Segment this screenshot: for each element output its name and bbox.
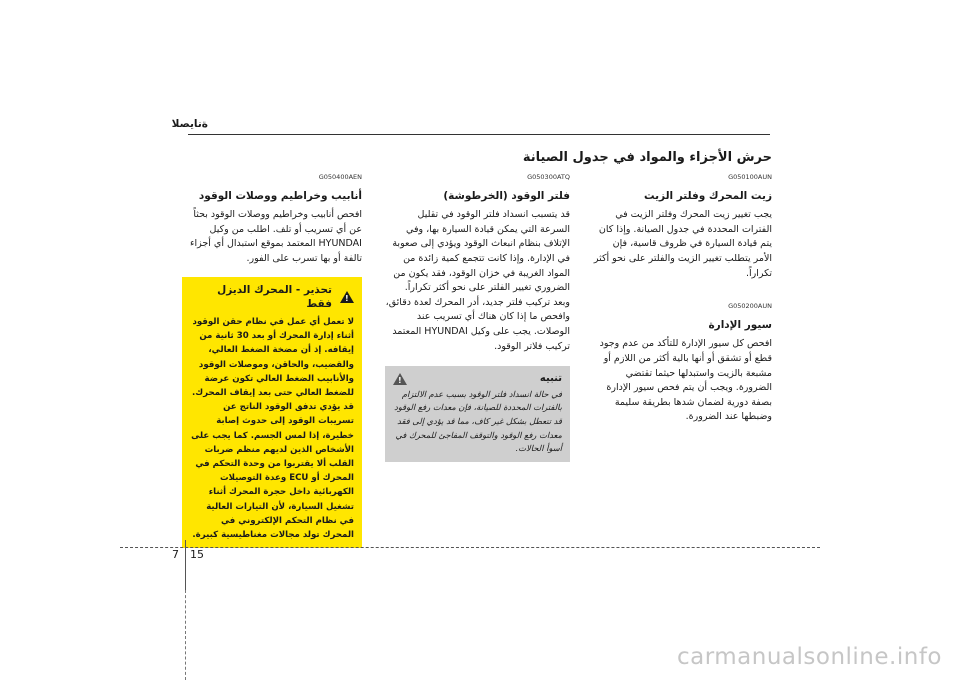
section-code: G050400AEN <box>318 173 362 181</box>
caution-triangle-icon <box>393 373 407 385</box>
section-text-fuel-filter: قد يتسبب انسداد فلتر الوقود في تقليل السرعة التي يمكن قيادة السيارة بها، وفي الإتلاف بنظام انبعاث الوقود ويؤدي إلى صعوبة في الإدارة. وإذا كانت تتجمع كمية زائدة من المواد الغريبة في خزان الوقود، فقد يكون من الضروري تغيير الفلتر على نحو أكثر تكراراً. وبعد تركيب فلتر جديد، أدر المحرك لعدة دقائق، وافحص ما إذا كان هناك أي تسريب عند الوصلات. يجب على وكيل HYUNDAI المعتمد تركيب فلاتر الوقود. <box>385 209 570 352</box>
warning-title: تحذير - المحرك الديزل فقط <box>217 283 332 310</box>
section-text-fuel-lines: افحص أنابيب وخراطيم ووصلات الوقود بحثاً عن أي تسريب أو تلف. اطلب من وكيل HYUNDAI المعتمد بموقع استبدال أي أجزاء تالفة أو بها تسرب على الفور. <box>190 209 362 264</box>
section-title-fuel-lines: أنابيب وخراطيم ووصلات الوقود <box>198 189 362 202</box>
notice-text: في حالة انسداد فلتر الوقود بسبب عدم الالتزام بالفترات المحددة للصيانة، فإن معدات رفع الوقود قد تتعطل بشكل غير كاف، مما قد يؤدي إلى فقد معدات رفع الوقود والتوقف المفاجئ للمحرك في أسوأ الحالات. <box>394 388 562 454</box>
section-code: G050300ATQ <box>527 173 570 181</box>
notice-box <box>385 366 570 462</box>
section-code: G050200AUN <box>728 302 772 311</box>
page-main-title: حرش الأجزاء والمواد في جدول الصيانة <box>522 150 772 165</box>
watermark: carmanualsonline.info <box>676 644 942 670</box>
warning-text: لا تعمل أي عمل في نظام حقن الوقود أثناء إدارة المحرك أو بعد 30 ثانية من إيقافه. إذ أن مضخة الضغط العالي، والقضيب، والحاقن، وموصلات الوقود والأنابيب الضغط العالي تكون عرضة للضغط العالي حتى بعد إيقاف المحرك. قد يؤدي تدفق الوقود الناتج عن تسريبات الوقود إلى حدوث إصابة خطيرة، إذا لمس الجسم. كما يجب على الأشخاص الذين لديهم منظم ضربات القلب ألا يقتربوا من وحدة التحكم في المحرك أو ECU وعدة التوصيلات الكهربائية داخل حجرة المحرك أثناء تشغيل السيارة، لأن التيارات العالية في نظام التحكم الإلكتروني في المحرك تولد مجالات مغناطيسية كبيرة. <box>191 316 354 541</box>
warning-box <box>182 277 362 549</box>
page-number: 15 <box>190 548 204 561</box>
section-title-engine-oil: زيت المحرك وفلتر الزيت <box>643 189 772 202</box>
column-left <box>182 170 362 548</box>
notice-title: تنبيه <box>539 373 562 385</box>
column-right <box>592 170 772 433</box>
section-title-drive-belts: سيور الإدارة <box>708 318 772 331</box>
section-text-engine-oil: يجب تغيير زيت المحرك وفلتر الزيت في الفترات المحددة في جدول الصيانة. وإذا كان يتم قيادة السيارة في ظروف قاسية، فإن الأمر يتطلب تغيير الزيت والفلتر على نحو أكثر تكراراً. <box>593 209 772 279</box>
section-title-fuel-filter: فلتر الوقود (الخرطوشة) <box>443 189 570 202</box>
column-middle <box>385 170 570 462</box>
section-code: G050100AUN <box>728 173 772 181</box>
warning-triangle-icon <box>340 291 354 303</box>
header-rule <box>188 134 770 135</box>
footer-divider <box>185 540 186 590</box>
footer-dashed-rule <box>120 547 820 548</box>
section-text-drive-belts: افحص كل سيور الإدارة للتأكد من عدم وجود قطع أو تشقق أو أنها بالية أكثر من اللازم أو مشبعة بالزيت واستبدلها حيثما تقتضي الضرورة. ويجب أن يتم فحص سيور الإدارة بصفة دورية لضمان شدها بطريقة سليمة وضبطها عند الضرورة. <box>599 338 772 423</box>
warning-header <box>190 283 354 311</box>
chapter-header-title: ةنايصلا <box>171 118 208 130</box>
notice-header <box>393 372 562 386</box>
footer-vertical-dash <box>185 590 186 680</box>
chapter-number: 7 <box>172 548 179 561</box>
